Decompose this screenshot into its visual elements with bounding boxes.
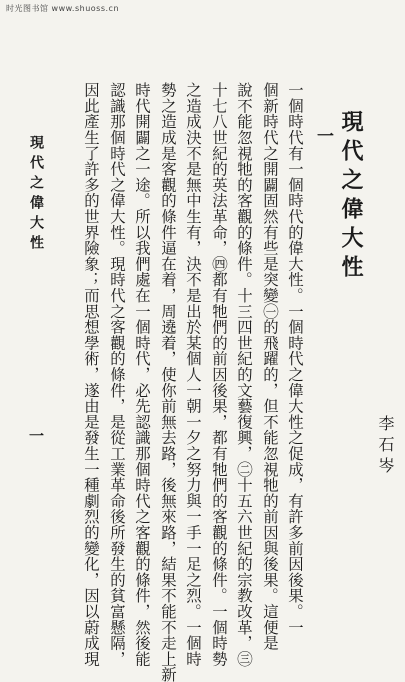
body-column-7: 時代開闢之一途。所以我們處在一個時代，必先認識那個時代之客觀的條件，然後能 [133,82,151,667]
body-column-6: 勢之造成是客觀的條件逼在着，周遶着，使你前無去路，後無來路，結果不能不走上新 [159,82,177,682]
article-title: 現代之偉大性 [338,110,364,284]
body-column-4: 十七八世紀的英法革命，㊃都有牠們的前因後果，都有牠們的客觀的條件。一個時勢 [210,82,228,667]
running-title: 現代之偉大性 [28,135,44,255]
body-column-5: 之造成決不是無中生有，決不是出於某個人一朝一夕之努力與一手一足之烈。一個時 [184,82,202,667]
author-name: 李石岑 [376,415,395,478]
section-number: 一 [313,127,333,144]
body-column-3: 說不能忽視牠的客觀的條件。十三四世紀的文藝復興，㊁十五六世紀的宗教改革，㊂ [235,82,253,667]
body-column-1: 一個時代有一個時代的偉大性。一個時代之偉大性之促成，有許多前因後果。一 [286,82,304,635]
body-column-2: 個新時代之開闢固然有些是突變㊀的飛躍的，但不能忽視牠的前因與後果。這便是 [261,82,279,651]
body-column-9: 因此產生了許多的世界險象；而思想學術，遂由是發生一種劇烈的變化，因以蔚成現 [82,82,100,667]
page-folio: 一 [27,428,45,443]
library-watermark: 时光图书馆 www.shuoss.cn [6,4,120,13]
body-column-8: 認識那個時代之偉大性。現時代之客觀的條件，是從工業革命後所發生的貧富懸隔， [108,82,126,667]
